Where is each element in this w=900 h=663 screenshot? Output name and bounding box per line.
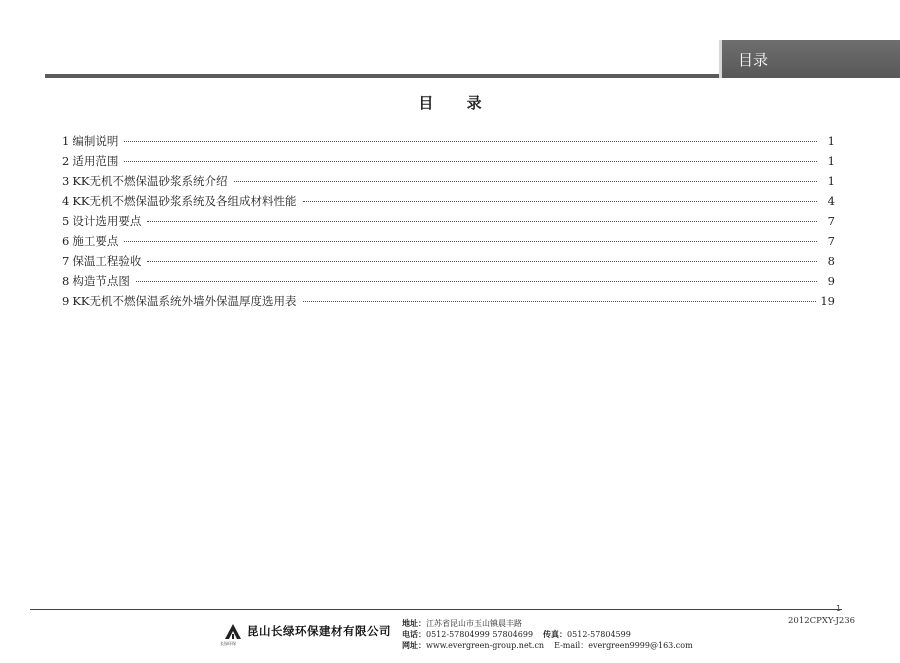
toc-page-number: 1 — [827, 134, 835, 148]
web-link[interactable]: www.evergreen-group.net.cn — [426, 641, 545, 650]
toc-entry[interactable] — [62, 293, 835, 313]
toc-title: 设计选用要点 — [72, 214, 142, 228]
logo-caption: 长绿环保 — [220, 641, 236, 646]
toc-dot-leader — [303, 301, 817, 302]
toc-title: 构造节点图 — [72, 274, 130, 288]
toc-number: 8 — [62, 274, 70, 288]
address-line — [402, 618, 693, 629]
page-number: 1 — [836, 604, 842, 613]
toc-entry[interactable] — [62, 153, 835, 173]
email-link[interactable]: evergreen9999@163.com — [588, 641, 693, 650]
toc-entry[interactable] — [62, 213, 835, 233]
toc-dot-leader — [234, 181, 817, 182]
toc-title: 保温工程验收 — [72, 254, 142, 268]
company-name: 昆山长绿环保建材有限公司 — [247, 624, 391, 638]
toc-dot-leader — [303, 201, 817, 202]
toc-title: KK无机不燃保温砂浆系统介绍 — [72, 174, 228, 188]
contact-info — [402, 618, 693, 651]
toc-number: 1 — [62, 134, 70, 148]
toc-number: 6 — [62, 234, 70, 248]
toc-page-number: 7 — [827, 214, 835, 228]
toc-dot-leader — [124, 141, 817, 142]
toc-title: 适用范围 — [72, 154, 119, 168]
toc-page-number: 8 — [827, 254, 835, 268]
document-code: 2012CPXY-J236 — [788, 616, 856, 626]
toc-entry[interactable] — [62, 233, 835, 253]
toc-title: KK无机不燃保温砂浆系统及各组成材料性能 — [72, 194, 297, 208]
toc-number: 4 — [62, 194, 70, 208]
toc-page-number: 1 — [827, 174, 835, 188]
toc-entry[interactable] — [62, 193, 835, 213]
phone-value: 0512-57804999 57804699 — [426, 630, 534, 639]
table-of-contents — [62, 133, 835, 313]
section-tab: 目录 — [719, 40, 900, 78]
toc-page-number: 19 — [820, 294, 835, 308]
toc-title: 施工要点 — [72, 234, 119, 248]
toc-page-number: 7 — [827, 234, 835, 248]
toc-number: 5 — [62, 214, 70, 228]
toc-page-number: 1 — [827, 154, 835, 168]
toc-title: KK无机不燃保温系统外墙外保温厚度选用表 — [72, 294, 297, 308]
address-value: 江苏省昆山市玉山镇晨丰路 — [426, 619, 522, 628]
toc-dot-leader — [147, 261, 817, 262]
toc-number: 7 — [62, 254, 70, 268]
toc-dot-leader — [136, 281, 817, 282]
toc-page-number: 4 — [827, 194, 835, 208]
fax-value: 0512-57804599 — [567, 630, 631, 639]
address-label: 地址： — [402, 619, 426, 628]
footer-rule — [30, 609, 842, 610]
email-label: E-mail： — [554, 641, 589, 650]
web-line — [402, 640, 693, 651]
toc-entry[interactable] — [62, 273, 835, 293]
toc-entry[interactable] — [62, 253, 835, 273]
toc-number: 2 — [62, 154, 70, 168]
toc-number: 9 — [62, 294, 70, 308]
toc-dot-leader — [147, 221, 817, 222]
phone-label: 电话： — [402, 630, 426, 639]
phone-line — [402, 629, 693, 640]
toc-title: 编制说明 — [72, 134, 119, 148]
toc-dot-leader — [124, 161, 817, 162]
toc-page-number: 9 — [827, 274, 835, 288]
web-label: 网址： — [402, 641, 426, 650]
toc-entry[interactable] — [62, 133, 835, 153]
toc-entry[interactable] — [62, 173, 835, 193]
toc-dot-leader — [124, 241, 817, 242]
toc-number: 3 — [62, 174, 70, 188]
company-logo-icon — [223, 621, 243, 641]
fax-label: 传真： — [543, 630, 568, 639]
page-title: 目 录 — [418, 94, 496, 112]
